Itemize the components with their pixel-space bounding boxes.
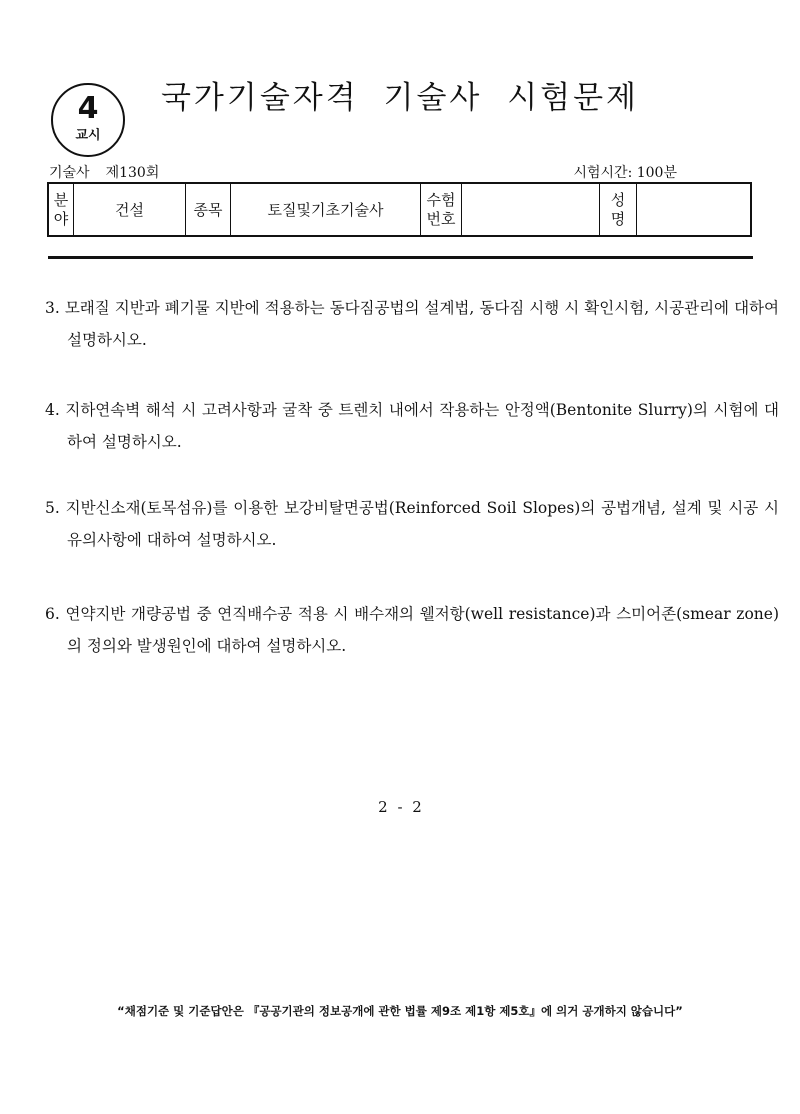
category-label: 종목 <box>186 183 231 236</box>
question-6: 6. 연약지반 개량공법 중 연직배수공 적용 시 배수재의 웰저항(well resistance)과 스미어존(smear zone)의 정의와 발생원인에 대하여 설명하시오. <box>45 605 779 655</box>
page-title: 국가기술자격 기술사 시험문제 <box>160 80 639 116</box>
field-label-bottom: 야 <box>53 209 69 228</box>
page-number: 2 - 2 <box>378 798 422 816</box>
session-number: 4 <box>77 91 99 126</box>
question-4: 4. 지하연속벽 해석 시 고려사항과 굴착 중 트렌치 내에서 작용하는 안정액(Bentonite Slurry)의 시험에 대하여 설명하시오. <box>45 401 779 451</box>
exam-info <box>49 162 159 182</box>
exam-number-label-bottom: 번호 <box>426 209 456 228</box>
exam-time-limit: 시험시간: 100분 <box>573 165 677 181</box>
exam-number-field[interactable] <box>462 183 600 236</box>
category-value: 토질및기초기술사 <box>231 183 421 236</box>
name-label-cell <box>600 183 637 236</box>
field-label-cell <box>48 183 74 236</box>
field-value: 건설 <box>74 183 186 236</box>
session-label: 교시 <box>75 128 101 143</box>
name-label-bottom: 명 <box>610 209 626 228</box>
exam-number-label-cell <box>421 183 462 236</box>
exam-type: 기술사 <box>49 165 90 181</box>
header-divider <box>48 256 753 259</box>
exam-info-table <box>47 182 752 237</box>
question-5: 5. 지반신소재(토목섬유)를 이용한 보강비탈면공법(Reinforced Soil Slopes)의 공법개념, 설계 및 시공 시 유의사항에 대하여 설명하시오. <box>45 499 779 549</box>
exam-round: 제130회 <box>105 165 160 181</box>
name-field[interactable] <box>637 183 752 236</box>
disclosure-notice: “채점기준 및 기준답안은 『공공기관의 정보공개에 관한 법률 제9조 제1항 제5호』에 의거 공개하지 않습니다” <box>117 1004 683 1018</box>
exam-number-label-top: 수험 <box>426 190 456 209</box>
session-badge <box>51 83 125 157</box>
field-label-top: 분 <box>53 190 69 209</box>
question-3: 3. 모래질 지반과 폐기물 지반에 적용하는 동다짐공법의 설계법, 동다짐 시행 시 확인시험, 시공관리에 대하여 설명하시오. <box>45 299 779 349</box>
name-label-top: 성 <box>610 190 626 209</box>
